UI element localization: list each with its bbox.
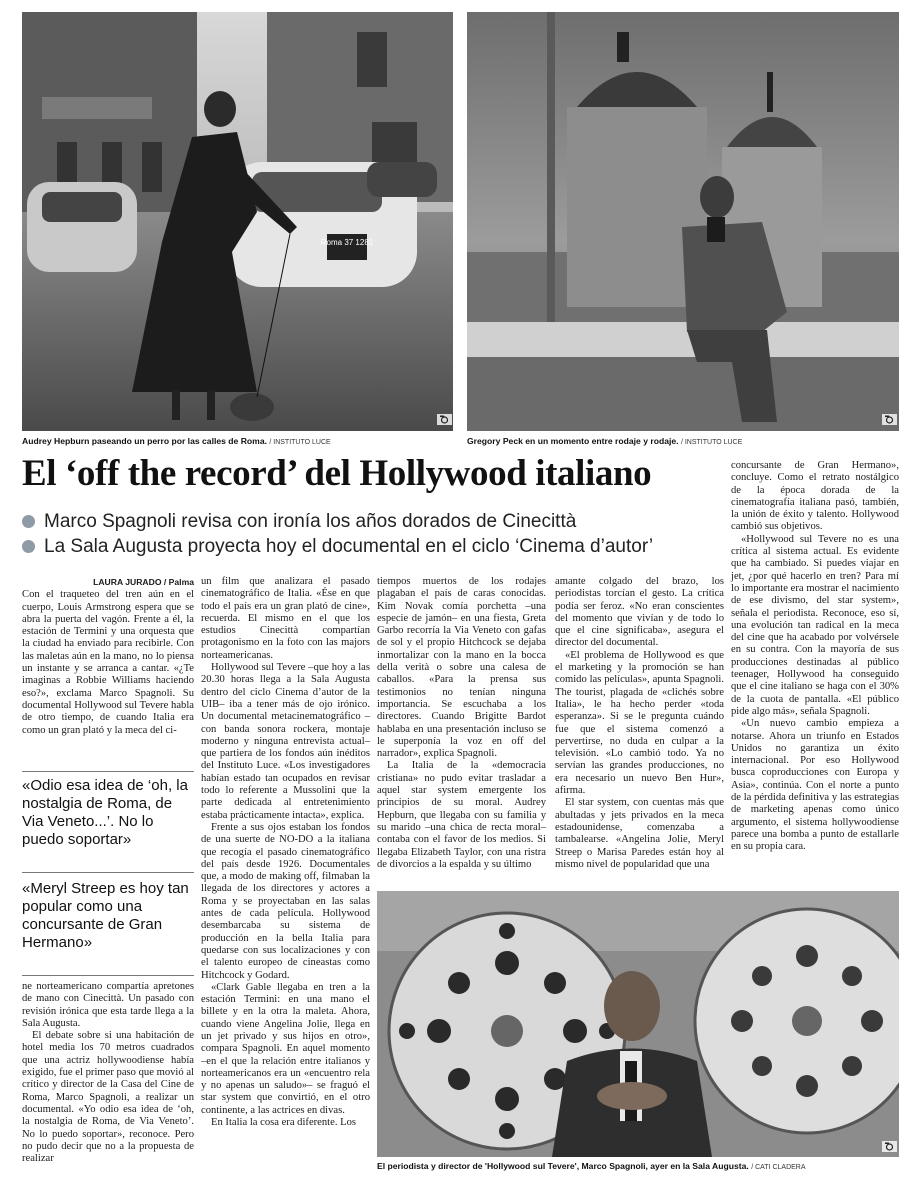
photo-spagnoli (377, 891, 899, 1157)
paragraph: «Hollywood sul Tevere no es una crítica al sistema actual. Es evidente que ha cambiado. Si puedes viajar en jet, ¿por qué hacerlo en tren? Para mí lo importante era mostrar el nacimiento de ese divismo, del star system», señala el periodista. Reconoce, eso sí, una evolución tan radical en la meca del cine que ha acabado por volvérsele en su contra. Con la mayoría de sus producciones destinadas al público teenager, Hollywood ha conseguido que el cine italiano se haga con el 30% de la cuota de pantalla. «El público pide algo más», señala Spagnoli. (731, 533, 899, 717)
camera-corner-icon (437, 414, 452, 425)
subhead-1: Marco Spagnoli revisa con ironía los años dorados de Cinecittà (22, 510, 576, 534)
photo-hepburn (22, 12, 453, 431)
paragraph: En Italia la cosa era diferente. Los (211, 1117, 357, 1129)
paragraph: Hollywood sul Tevere –que hoy a las 20.30 horas llega a la Sala Augusta dentro del ciclo Cinema d’autor de la UIB– iba a tener más de ojo irónico. Un documental metacinematográfico –con banda sonora rockera, montaje moderno y ninguna entrevista actual– que partiera de los fondos aún inéditos del Instituto Luce. «Los investigadores habían estado tan ocupados en revisar todo lo referente a Mussolini que la parte dedicada al entretenimiento estaba prácticamente intacta», explica. (201, 662, 370, 821)
paragraph: concursante de Gran Hermano», concluye. Como el retrato nostálgico de la época dorada de la cinematografía italiana pasó, también, la unión de éxito y talento. Hollywood cambió sus objetivos. (731, 460, 899, 533)
license-plate: Roma 37 1281 (320, 238, 374, 247)
paragraph: El star system, con cuentas más que abultadas y jets privados en la meca estadounidense, comenzaba a tambalearse. «Angelina Jolie, Meryl Streep o Marisa Paredes están hoy al mismo nivel de popularidad que una (555, 797, 724, 870)
paragraph: tiempos muertos de los rodajes plagaban el país de caras conocidas. Kim Novak comía porchetta –una especie de jamón– en una fiesta, Greta Garbo recorría la Via Veneto con gafas de sol y el propio Hitchcock se dejaba inmortalizar con la mano en la bocca della verità o sobre una calesa de caballos. «Para la prensa sus testimonios no tenían ninguna importancia. Se escuchaba a los directores. Cuando Brigitte Bardot hablaba en una presentación incluso se le superponía la voz en off del narrador», explica Spagnoli. (377, 576, 546, 760)
column-3 (377, 576, 546, 871)
headline: El ‘off the record’ del Hollywood italiano (22, 453, 652, 494)
paragraph: El debate sobre si una habitación de hotel media los 70 metros cuadrados que una actriz hollywoodiense había exigido, fue el primer paso que movió al crítico y director de la Casa del Cine de Roma, Marco Spagnoli, a realizar un documental. «Yo odio esa idea de ‘oh, la nostalgia de Roma, de Via Veneto’. No lo puedo soportar», reconoce. Pero no pudo decir que no a la propuesta de realizar (22, 1030, 194, 1165)
photo-peck (467, 12, 899, 431)
byline: LAURA JURADO / Palma (93, 577, 194, 587)
peck-caption: Gregory Peck en un momento entre rodaje y rodaje. / INSTITUTO LUCE (467, 436, 743, 446)
spagnoli-caption: El periodista y director de 'Hollywood sul Tevere', Marco Spagnoli, ayer en la Sala Augusta. / CATI CLADERA (377, 1161, 806, 1171)
paragraph: Con el traqueteo del tren aún en el cuerpo, Louis Armstrong espera que se abra la puerta del vagón. Frente a él, la estación de Termini y una orquesta que la ciudad ha enviado para recibirle. Con las maletas aún en la mano, no lo piensa un instante y se arranca a cantar. «¿Te imaginas a Robbie Williams haciendo eso?», exclama Marco Spagnoli. Su documental Hollywood sul Tevere habla de otro tiempo, de cuando Italia era como un gran plató y la meca del ci- (22, 589, 194, 736)
paragraph: «Un nuevo cambio empieza a notarse. Ahora un triunfo en Estados Unidos no garantiza un éxito internacional. Por eso Hollywood busca coproducciones con Europa y Asia», continúa. Con el norte a punto de la pérdida definitiva y las estrategias de marketing apenas como único argumento, el sistema hollywoodiense parece una bomba a punto de estallarle en su propia cara. (731, 718, 899, 853)
paragraph: Frente a sus ojos estaban los fondos de una suerte de NO-DO a la italiana que recogía el pasado cinematográfico del país desde 1926. Documentales que, a modo de making off, filmaban la llegada de los directores y actores a Roma y se proyectaban en las salas antes de cada película. Hollywood desembarcaba su sistema de producción en la bella Italia para quedarse con sus localizaciones y con el talento europeo de cineastas como Hitchcock y Godard. (201, 821, 370, 981)
subhead-2: La Sala Augusta proyecta hoy el documental en el ciclo ‘Cinema d’autor’ (22, 535, 653, 559)
quote-divider (22, 872, 194, 873)
bullet-dot-icon (22, 540, 35, 553)
camera-corner-icon-2 (882, 414, 897, 425)
column-2 (201, 576, 370, 1129)
paragraph: ne norteamericano compartía apretones de mano con Cinecittà. Un pasado con revisión irónica que esta tarde llega a la Sala Augusta. (22, 981, 194, 1029)
paragraph: La Italia de la «democracia cristiana» no pudo evitar trasladar a aquel star system emergente los principios de su moral. Audrey Hepburn, que llegaba con su familia y su marido –una chica de recta moral– contaba con el favor de los medios. Si llegaba Elizabeth Taylor, con una ristra de divorcios a la espalda y su último (377, 760, 546, 870)
column-1-top (22, 576, 194, 737)
pull-quote-1: «Odio esa idea de ‘oh, la nostalgia de Roma, de Via Veneto...’. No lo puedo soportar» (22, 777, 188, 848)
paragraph: «El problema de Hollywood es que el marketing y la promoción se han comido las películas», apunta Spagnoli. The tourist, plagada de «clichés sobre Italia», le ha hecho perder «toda esperanza». Si se le pregunta cuándo fue que el sistema comenzó a pervertirse, no duda en culpar a la televisión. «Lo cambió todo. Ya no servían las grandes producciones, no era necesario un nuevo Ben Hur», afirma. (555, 649, 724, 797)
paragraph: amante colgado del brazo, los periodistas torcían el gesto. La crítica podía ser feroz. «No eran conscientes del momento que vivían y de todo lo que el cine significaba», asegura el director del documental. (555, 576, 724, 649)
quote-divider (22, 771, 194, 772)
camera-corner-icon-3 (882, 1141, 897, 1152)
column-1-bottom (22, 981, 194, 1165)
quote-divider (22, 975, 194, 976)
column-4 (555, 576, 724, 871)
hepburn-caption: Audrey Hepburn paseando un perro por las calles de Roma. / INSTITUTO LUCE (22, 436, 331, 446)
column-5 (731, 460, 899, 854)
bullet-dot-icon (22, 515, 35, 528)
paragraph: «Clark Gable llegaba en tren a la estación Termini: en una mano el billete y en la otra la maleta. Ahora, cuando viene Angelina Jolie, llega en un jet privado y sus hijos en otro», compara Spagnoli. En aquel momento –en el que la relación entre italianos y norteamericanos era un «encuentro rela y no apenas un saludo»– se fraguó el star system que convirtió, en el otro continente, a las actrices en divas. (201, 981, 370, 1116)
paragraph: un film que analizara el pasado cinematográfico de Italia. «Ése en que todo el país era un gran plató de cine», recuerda. El mismo en el que los estudios Cinecittà compartían protagonismo en la foto con las majors norteamericanas. (201, 576, 370, 661)
pull-quote-2: «Meryl Streep es hoy tan popular como una concursante de Gran Hermano» (22, 880, 189, 951)
